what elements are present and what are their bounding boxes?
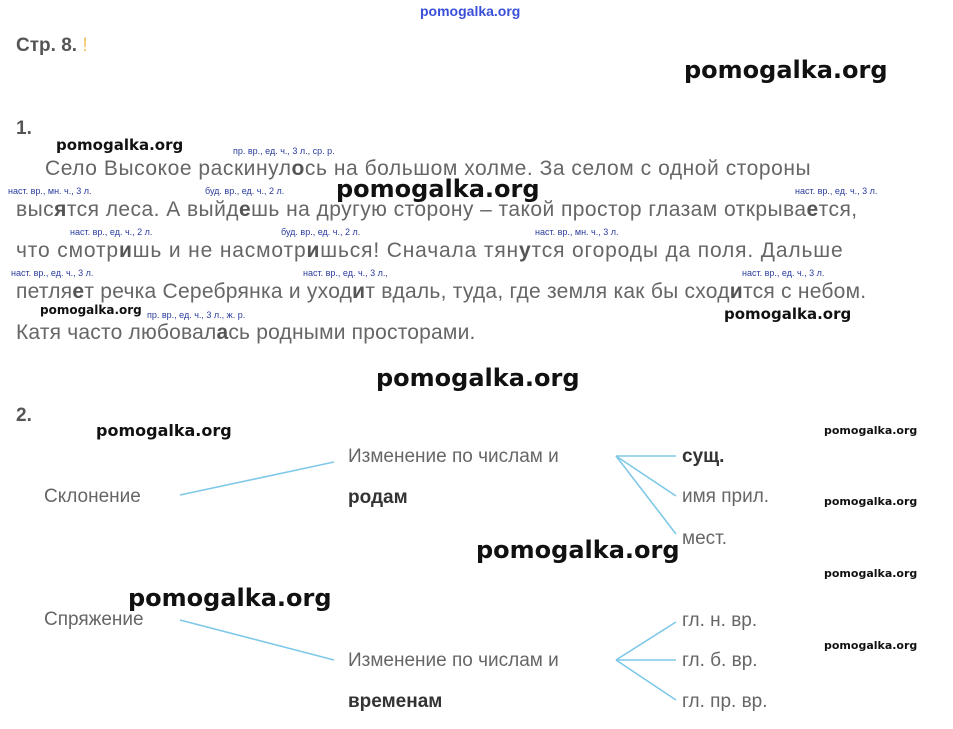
grammar-tag: пр. вр., ед. ч., 3 л., ж. р. <box>147 310 246 320</box>
text-fragment: сь на большом холме. За селом с одной стороны <box>304 157 812 180</box>
highlighted-ending: е <box>238 198 252 221</box>
exercise-1-number: 1. <box>16 118 32 139</box>
watermark: pomogalka.org <box>824 495 918 508</box>
grammar-tag: наст. вр., ед. ч., 3 л. <box>742 268 825 278</box>
connector-line <box>180 620 334 660</box>
connector-line <box>616 660 676 700</box>
grammar-tag: наст. вр., ед. ч., 3 л. <box>11 268 94 278</box>
grammar-tag: буд. вр., ед. ч., 2 л. <box>205 186 285 196</box>
grammar-tag: наст. вр., ед. ч., 3 л., <box>303 268 388 278</box>
declension-change-text: Изменение по числам и <box>348 446 559 467</box>
declension-item-pronoun: мест. <box>682 528 728 549</box>
declension-item-noun: сущ. <box>682 446 725 467</box>
highlighted-ending: и <box>306 239 321 262</box>
text-fragment: петля <box>16 280 73 303</box>
conjugation-change-text: Изменение по числам и <box>348 650 559 671</box>
watermark: pomogalka.org <box>824 424 918 437</box>
highlighted-ending: е <box>806 198 819 221</box>
connector-line <box>616 456 676 496</box>
text-fragment: шься! Сначала тян <box>320 239 519 262</box>
top-watermark: pomogalka.org <box>420 3 521 19</box>
watermark: pomogalka.org <box>684 56 888 84</box>
page-header-mark: ! <box>82 35 88 56</box>
conjugation-label: Спряжение <box>44 609 144 630</box>
watermark: pomogalka.org <box>376 364 580 392</box>
text-fragment: шь на другую сторону – такой простор глазам открыва <box>251 198 807 221</box>
grammar-tag: пр. вр., ед. ч., 3 л., ср. р. <box>233 146 335 156</box>
grammar-tag: буд. вр., ед. ч., 2 л. <box>281 227 361 237</box>
watermark: pomogalka.org <box>824 639 918 652</box>
text-fragment: Село Высокое раскинул <box>45 157 292 180</box>
grammar-tag: наст. вр., ед. ч., 3 л. <box>795 186 878 196</box>
highlighted-ending: и <box>118 239 133 262</box>
page-header-label: Стр. 8. <box>16 35 78 56</box>
exercise-2-number: 2. <box>16 405 32 426</box>
watermark: pomogalka.org <box>128 584 332 612</box>
highlighted-ending: и <box>352 280 366 303</box>
conjugation-item-present: гл. н. вр. <box>682 610 758 631</box>
text-fragment: сь родными просторами. <box>228 321 476 344</box>
grammar-tag: наст. вр., мн. ч., 3 л. <box>535 227 619 237</box>
connector-line <box>616 456 676 534</box>
conjugation-change-bold: временам <box>348 691 443 712</box>
watermark: pomogalka.org <box>56 136 184 154</box>
declension-item-adjective: имя прил. <box>682 486 770 507</box>
text-fragment: т вдаль, туда, где земля как бы сход <box>365 280 730 303</box>
highlighted-ending: о <box>291 157 305 180</box>
text-fragment: т речка Серебрянка и уход <box>84 280 353 303</box>
highlighted-ending: е <box>72 280 85 303</box>
watermark: pomogalka.org <box>476 536 680 564</box>
declension-change-bold: родам <box>348 487 408 508</box>
text-fragment: тся огороды да поля. Дальше <box>531 239 844 262</box>
text-fragment: тся леса. А выйд <box>66 198 239 221</box>
highlighted-ending: у <box>519 239 532 262</box>
watermark: pomogalka.org <box>336 175 540 203</box>
connector-line <box>616 622 676 660</box>
text-fragment: выс <box>16 198 55 221</box>
connector-line <box>180 462 334 495</box>
text-fragment: тся, <box>818 198 858 221</box>
conjugation-item-future: гл. б. вр. <box>682 650 758 671</box>
declension-label: Склонение <box>44 486 141 507</box>
highlighted-ending: а <box>216 321 229 344</box>
text-fragment: Катя часто любовал <box>16 321 217 344</box>
text-fragment: шь и не насмотр <box>132 239 307 262</box>
highlighted-ending: я <box>54 198 67 221</box>
highlighted-ending: и <box>729 280 743 303</box>
watermark: pomogalka.org <box>724 305 852 323</box>
grammar-tag: наст. вр., мн. ч., 3 л. <box>8 186 92 196</box>
watermark: pomogalka.org <box>40 303 142 317</box>
watermark: pomogalka.org <box>96 421 232 440</box>
text-fragment: тся с небом. <box>742 280 867 303</box>
grammar-tag: наст. вр., ед. ч., 2 л. <box>70 227 153 237</box>
watermark: pomogalka.org <box>824 567 918 580</box>
text-fragment: что смотр <box>16 239 119 262</box>
conjugation-item-past: гл. пр. вр. <box>682 691 768 712</box>
